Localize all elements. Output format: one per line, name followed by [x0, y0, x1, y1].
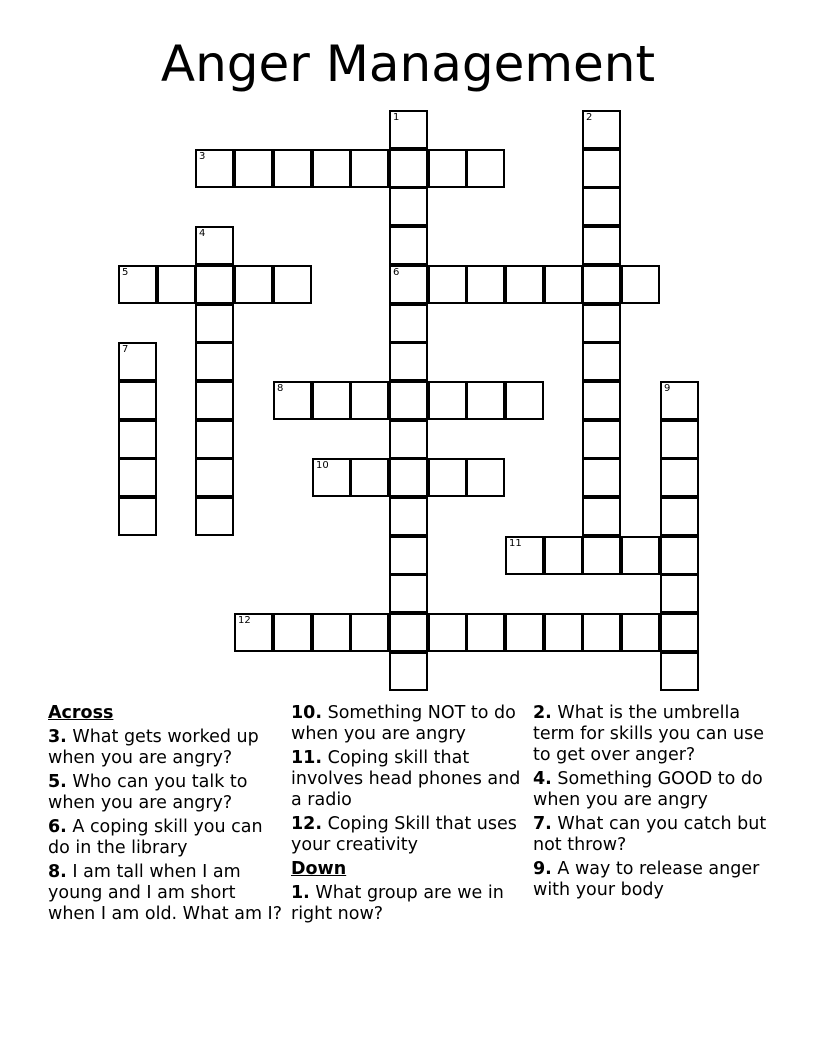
cell-number: 11 — [509, 538, 522, 549]
grid-cell[interactable] — [582, 149, 621, 188]
grid-cell[interactable] — [195, 342, 234, 381]
grid-cell[interactable] — [428, 458, 467, 497]
grid-cell[interactable] — [312, 149, 351, 188]
grid-cell[interactable] — [118, 497, 157, 536]
down-heading: Down — [291, 859, 347, 879]
clue-text: I am tall when I am young and I am short when I am old. What am I? — [48, 862, 283, 924]
clue-down-1 — [291, 883, 525, 925]
clue-down-4 — [533, 769, 773, 811]
clue-text: Something NOT to do when you are angry — [291, 703, 516, 744]
grid-cell[interactable] — [389, 497, 428, 536]
grid-cell[interactable] — [118, 381, 157, 420]
grid-cell[interactable] — [621, 265, 660, 304]
grid-cell[interactable] — [660, 458, 699, 497]
cell-number: 5 — [122, 267, 129, 278]
grid-cell[interactable] — [660, 381, 699, 420]
grid-cell[interactable] — [389, 187, 428, 226]
grid-cell[interactable] — [389, 265, 428, 304]
grid-cell[interactable] — [389, 420, 428, 459]
grid-cell[interactable] — [428, 381, 467, 420]
cell-number: 8 — [277, 383, 284, 394]
clue-down-7 — [533, 814, 773, 856]
clue-number: 10. — [291, 703, 323, 723]
grid-cell[interactable] — [466, 381, 505, 420]
grid-cell[interactable] — [660, 574, 699, 613]
grid-cell[interactable] — [389, 342, 428, 381]
grid-cell[interactable] — [505, 536, 544, 575]
grid-cell[interactable] — [466, 149, 505, 188]
grid-cell[interactable] — [582, 536, 621, 575]
clue-text: Something GOOD to do when you are angry — [533, 769, 763, 810]
grid-cell[interactable] — [544, 265, 583, 304]
grid-cell[interactable] — [428, 149, 467, 188]
clue-across-12 — [291, 814, 525, 856]
grid-cell[interactable] — [350, 149, 389, 188]
grid-cell[interactable] — [428, 265, 467, 304]
clue-across-11 — [291, 748, 525, 811]
cell-number: 9 — [664, 383, 671, 394]
grid-cell[interactable] — [389, 226, 428, 265]
grid-cell[interactable] — [582, 420, 621, 459]
grid-cell[interactable] — [582, 381, 621, 420]
grid-cell[interactable] — [505, 265, 544, 304]
grid-cell[interactable] — [505, 613, 544, 652]
clue-number: 12. — [291, 814, 323, 834]
grid-cell[interactable] — [350, 458, 389, 497]
grid-cell[interactable] — [466, 613, 505, 652]
clue-text: A way to release anger with your body — [533, 859, 760, 900]
clue-down-9 — [533, 859, 773, 901]
clue-across-8 — [48, 862, 283, 925]
grid-cell[interactable] — [389, 536, 428, 575]
cell-number: 1 — [393, 112, 400, 123]
grid-cell[interactable] — [582, 458, 621, 497]
grid-cell[interactable] — [234, 149, 273, 188]
clue-number: 4. — [533, 769, 552, 789]
clue-across-6 — [48, 817, 283, 859]
clue-text: What group are we in right now? — [291, 883, 504, 924]
grid-cell[interactable] — [118, 342, 157, 381]
grid-cell[interactable] — [234, 265, 273, 304]
clue-text: What gets worked up when you are angry? — [48, 727, 259, 768]
grid-cell[interactable] — [660, 420, 699, 459]
page-title: Anger Management — [160, 35, 656, 93]
grid-cell[interactable] — [660, 497, 699, 536]
grid-cell[interactable] — [582, 613, 621, 652]
clues-column-1 — [48, 703, 283, 928]
grid-cell[interactable] — [660, 613, 699, 652]
grid-cell[interactable] — [582, 497, 621, 536]
grid-cell[interactable] — [389, 613, 428, 652]
clue-number: 9. — [533, 859, 552, 879]
grid-cell[interactable] — [273, 265, 312, 304]
grid-cell[interactable] — [195, 497, 234, 536]
grid-cell[interactable] — [582, 265, 621, 304]
clue-text: Coping skill that involves head phones and a radio — [291, 748, 521, 810]
grid-cell[interactable] — [621, 536, 660, 575]
grid-cell[interactable] — [118, 458, 157, 497]
grid-cell[interactable] — [350, 613, 389, 652]
grid-cell[interactable] — [389, 458, 428, 497]
cell-number: 4 — [199, 228, 206, 239]
cell-number: 10 — [316, 460, 329, 471]
grid-cell[interactable] — [544, 536, 583, 575]
grid-cell[interactable] — [118, 420, 157, 459]
clues-column-2 — [291, 703, 525, 928]
clue-number: 6. — [48, 817, 67, 837]
cell-number: 7 — [122, 344, 129, 355]
clue-text: A coping skill you can do in the library — [48, 817, 263, 858]
grid-cell[interactable] — [660, 536, 699, 575]
grid-cell[interactable] — [389, 304, 428, 343]
grid-cell[interactable] — [582, 342, 621, 381]
clue-down-2 — [533, 703, 773, 766]
grid-cell[interactable] — [466, 265, 505, 304]
grid-cell[interactable] — [582, 226, 621, 265]
grid-cell[interactable] — [195, 304, 234, 343]
grid-cell[interactable] — [195, 420, 234, 459]
grid-cell[interactable] — [273, 613, 312, 652]
grid-cell[interactable] — [195, 381, 234, 420]
grid-cell[interactable] — [582, 187, 621, 226]
grid-cell[interactable] — [505, 381, 544, 420]
clue-number: 2. — [533, 703, 552, 723]
grid-cell[interactable] — [195, 265, 234, 304]
grid-cell[interactable] — [195, 458, 234, 497]
clue-across-3 — [48, 727, 283, 769]
grid-cell[interactable] — [389, 110, 428, 149]
cell-number: 2 — [586, 112, 593, 123]
clue-number: 1. — [291, 883, 310, 903]
clue-across-10 — [291, 703, 525, 745]
clue-text: What can you catch but not throw? — [533, 814, 767, 855]
grid-cell[interactable] — [195, 226, 234, 265]
grid-cell[interactable] — [234, 613, 273, 652]
clue-number: 11. — [291, 748, 323, 768]
grid-cell[interactable] — [389, 652, 428, 691]
grid-cell[interactable] — [428, 613, 467, 652]
clue-text: Who can you talk to when you are angry? — [48, 772, 248, 813]
grid-cell[interactable] — [273, 381, 312, 420]
grid-cell[interactable] — [582, 304, 621, 343]
clue-text: What is the umbrella term for skills you can use to get over anger? — [533, 703, 764, 765]
grid-cell[interactable] — [389, 574, 428, 613]
cell-number: 3 — [199, 151, 206, 162]
cell-number: 6 — [393, 267, 400, 278]
grid-cell[interactable] — [350, 381, 389, 420]
grid-cell[interactable] — [195, 149, 234, 188]
grid-cell[interactable] — [389, 381, 428, 420]
cell-number: 12 — [238, 615, 251, 626]
grid-cell[interactable] — [312, 458, 351, 497]
grid-cell[interactable] — [544, 613, 583, 652]
clue-number: 8. — [48, 862, 67, 882]
grid-cell[interactable] — [273, 149, 312, 188]
clue-text: Coping Skill that uses your creativity — [291, 814, 517, 855]
grid-cell[interactable] — [621, 613, 660, 652]
grid-cell[interactable] — [582, 110, 621, 149]
clue-number: 5. — [48, 772, 67, 792]
clue-number: 7. — [533, 814, 552, 834]
grid-cell[interactable] — [118, 265, 157, 304]
clue-across-5 — [48, 772, 283, 814]
grid-cell[interactable] — [389, 149, 428, 188]
grid-cell[interactable] — [660, 652, 699, 691]
grid-cell[interactable] — [157, 265, 196, 304]
grid-cell[interactable] — [312, 381, 351, 420]
across-heading: Across — [48, 703, 114, 723]
clue-number: 3. — [48, 727, 67, 747]
grid-cell[interactable] — [466, 458, 505, 497]
grid-cell[interactable] — [312, 613, 351, 652]
clues-column-3 — [533, 703, 773, 904]
